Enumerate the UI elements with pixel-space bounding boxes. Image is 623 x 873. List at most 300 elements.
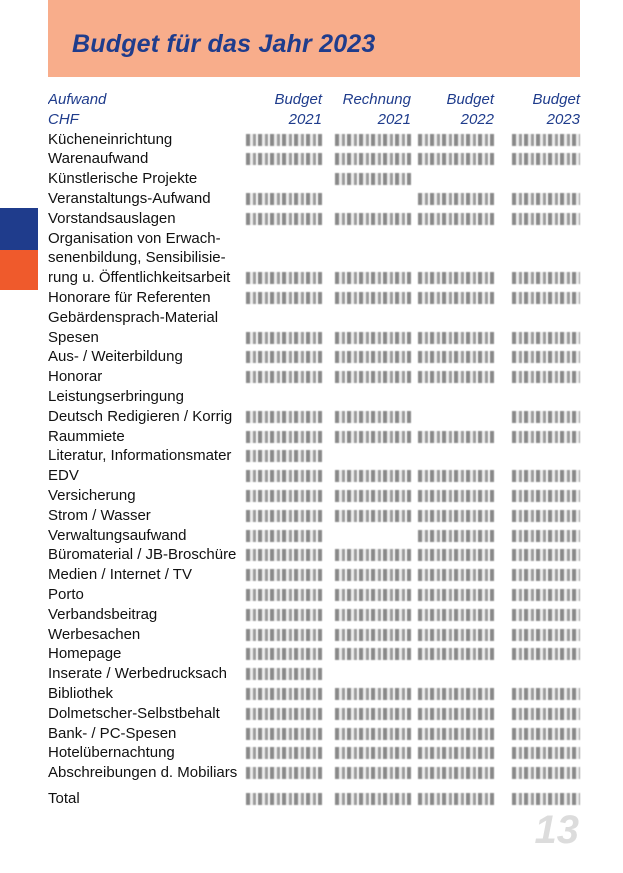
table-row xyxy=(48,149,580,169)
redacted-value xyxy=(418,371,494,383)
table-row xyxy=(48,466,580,486)
row-label: Verwaltungsaufwand xyxy=(48,526,187,544)
redacted-value xyxy=(335,292,411,304)
row-label: Künstlerische Projekte xyxy=(48,170,198,188)
table-row xyxy=(48,486,580,506)
pixelation-block xyxy=(512,431,580,443)
redacted-value xyxy=(335,688,411,700)
pixelation-block xyxy=(246,668,322,680)
table-row xyxy=(48,743,580,763)
pixelation-block xyxy=(418,708,494,720)
redacted-value xyxy=(418,629,494,641)
table-row xyxy=(48,625,580,645)
table-row xyxy=(48,427,580,447)
pixelation-block xyxy=(335,134,411,146)
pixelation-block xyxy=(335,351,411,363)
pixelation-block xyxy=(335,371,411,383)
pixelation-block xyxy=(335,609,411,621)
row-label: Porto xyxy=(48,585,84,603)
pixelation-block xyxy=(335,728,411,740)
table-row xyxy=(48,446,580,466)
pixelation-block xyxy=(512,549,580,561)
table-row xyxy=(48,189,580,209)
pixelation-block xyxy=(512,569,580,581)
redacted-value xyxy=(335,153,411,165)
pixelation-block xyxy=(418,332,494,344)
row-label: Hotelübernachtung xyxy=(48,744,175,762)
pixelation-block xyxy=(418,134,494,146)
table-row xyxy=(48,328,580,348)
pixelation-block xyxy=(246,589,322,601)
pixelation-block xyxy=(246,470,322,482)
pixelation-block xyxy=(335,213,411,225)
pixelation-block xyxy=(246,728,322,740)
redacted-value xyxy=(246,510,322,522)
redacted-value xyxy=(418,728,494,740)
pixelation-block xyxy=(335,490,411,502)
header-col1-bottom: 2021 xyxy=(288,110,322,128)
redacted-value xyxy=(335,351,411,363)
pixelation-block xyxy=(418,648,494,660)
table-row xyxy=(48,229,580,249)
table-row xyxy=(48,684,580,704)
pixelation-block xyxy=(246,153,322,165)
redacted-value xyxy=(418,134,494,146)
redacted-value xyxy=(246,292,322,304)
side-tab-orange xyxy=(0,250,38,290)
pixelation-block xyxy=(246,793,322,805)
pixelation-block xyxy=(335,708,411,720)
redacted-value xyxy=(246,728,322,740)
redacted-value xyxy=(246,153,322,165)
redacted-value xyxy=(512,272,580,284)
page-title: Budget für das Jahr 2023 xyxy=(72,30,376,58)
redacted-value xyxy=(246,530,322,542)
pixelation-block xyxy=(512,490,580,502)
table-row xyxy=(48,526,580,546)
redacted-value xyxy=(512,292,580,304)
redacted-value xyxy=(418,793,494,805)
pixelation-block xyxy=(512,793,580,805)
redacted-value xyxy=(418,747,494,759)
pixelation-block xyxy=(246,213,322,225)
redacted-value xyxy=(246,332,322,344)
header-aufwand: Aufwand xyxy=(48,91,107,108)
pixelation-block xyxy=(246,193,322,205)
row-label: Vorstandsauslagen xyxy=(48,209,176,227)
table-row xyxy=(48,605,580,625)
header-col4-top: Budget xyxy=(532,91,580,108)
pixelation-block xyxy=(418,767,494,779)
pixelation-block xyxy=(512,153,580,165)
table-row xyxy=(48,585,580,605)
pixelation-block xyxy=(512,411,580,423)
row-label: Kücheneinrichtung xyxy=(48,130,173,148)
redacted-value xyxy=(246,193,322,205)
pixelation-block xyxy=(335,629,411,641)
pixelation-block xyxy=(512,589,580,601)
pixelation-block xyxy=(335,431,411,443)
redacted-value xyxy=(512,470,580,482)
row-label: Deutsch Redigieren / Korrig xyxy=(48,407,233,425)
row-label: Bibliothek xyxy=(48,684,114,702)
redacted-value xyxy=(512,569,580,581)
table-row xyxy=(48,506,580,526)
pixelation-block xyxy=(246,351,322,363)
redacted-value xyxy=(335,589,411,601)
pixelation-block xyxy=(246,134,322,146)
redacted-value xyxy=(335,272,411,284)
pixelation-block xyxy=(418,153,494,165)
redacted-value xyxy=(418,510,494,522)
row-label: Werbesachen xyxy=(48,625,141,643)
pixelation-block xyxy=(512,470,580,482)
redacted-value xyxy=(418,213,494,225)
table-row xyxy=(48,724,580,744)
pixelation-block xyxy=(512,629,580,641)
row-label: Büromaterial / JB-Broschüre xyxy=(48,546,237,564)
redacted-value xyxy=(335,793,411,805)
pixelation-block xyxy=(246,490,322,502)
redacted-value xyxy=(335,569,411,581)
row-label: Inserate / Werbedrucksach xyxy=(48,665,227,683)
redacted-value xyxy=(512,747,580,759)
pixelation-block xyxy=(335,747,411,759)
row-label: Warenaufwand xyxy=(48,150,149,168)
redacted-value xyxy=(418,193,494,205)
redacted-value xyxy=(418,549,494,561)
pixelation-block xyxy=(335,272,411,284)
pixelation-block xyxy=(418,351,494,363)
redacted-value xyxy=(512,371,580,383)
table-row xyxy=(48,308,580,328)
redacted-value xyxy=(246,589,322,601)
redacted-value xyxy=(512,134,580,146)
row-label: Versicherung xyxy=(48,486,136,504)
row-label: Homepage xyxy=(48,645,122,663)
row-label: Raummiete xyxy=(48,427,125,445)
row-label: EDV xyxy=(48,467,79,485)
table-row xyxy=(48,664,580,684)
pixelation-block xyxy=(418,549,494,561)
header-row-2 xyxy=(48,110,580,130)
table-row xyxy=(48,248,580,268)
table-row xyxy=(48,763,580,783)
pixelation-block xyxy=(512,767,580,779)
redacted-value xyxy=(246,431,322,443)
pixelation-block xyxy=(418,510,494,522)
side-tab-blue xyxy=(0,208,38,250)
pixelation-block xyxy=(512,708,580,720)
pixelation-block xyxy=(512,688,580,700)
redacted-value xyxy=(418,767,494,779)
redacted-value xyxy=(418,470,494,482)
redacted-value xyxy=(512,530,580,542)
row-label: Aus- / Weiterbildung xyxy=(48,348,183,366)
redacted-value xyxy=(335,549,411,561)
pixelation-block xyxy=(418,793,494,805)
table-row xyxy=(48,169,580,189)
pixelation-block xyxy=(246,708,322,720)
pixelation-block xyxy=(335,332,411,344)
redacted-value xyxy=(335,648,411,660)
redacted-value xyxy=(512,411,580,423)
row-label: Dolmetscher-Selbstbehalt xyxy=(48,704,220,722)
table-row xyxy=(48,407,580,427)
redacted-value xyxy=(335,609,411,621)
pixelation-block xyxy=(512,332,580,344)
redacted-value xyxy=(246,213,322,225)
budget-table xyxy=(48,90,580,809)
redacted-value xyxy=(418,589,494,601)
pixelation-block xyxy=(246,648,322,660)
redacted-value xyxy=(512,767,580,779)
redacted-value xyxy=(335,213,411,225)
redacted-value xyxy=(335,371,411,383)
redacted-value xyxy=(418,351,494,363)
redacted-value xyxy=(512,688,580,700)
pixelation-block xyxy=(512,609,580,621)
pixelation-block xyxy=(246,332,322,344)
header-col3-bottom: 2022 xyxy=(460,110,494,128)
pixelation-block xyxy=(418,728,494,740)
redacted-value xyxy=(246,648,322,660)
redacted-value xyxy=(246,351,322,363)
redacted-value xyxy=(335,747,411,759)
pixelation-block xyxy=(246,688,322,700)
redacted-value xyxy=(418,688,494,700)
redacted-value xyxy=(418,272,494,284)
redacted-value xyxy=(246,609,322,621)
redacted-value xyxy=(418,490,494,502)
redacted-value xyxy=(335,332,411,344)
row-label: Gebärdensprach-Material xyxy=(48,308,219,326)
redacted-value xyxy=(512,609,580,621)
row-label: Spesen xyxy=(48,328,99,346)
pixelation-block xyxy=(418,272,494,284)
pixelation-block xyxy=(418,589,494,601)
header-col2-top: Rechnung xyxy=(342,91,411,108)
pixelation-block xyxy=(512,272,580,284)
redacted-value xyxy=(335,510,411,522)
table-row xyxy=(48,565,580,585)
redacted-value xyxy=(512,332,580,344)
pixelation-block xyxy=(418,530,494,542)
redacted-value xyxy=(246,549,322,561)
row-label: Literatur, Informationsmater xyxy=(48,447,232,465)
pixelation-block xyxy=(246,747,322,759)
row-label: Verbandsbeitrag xyxy=(48,605,158,623)
pixelation-block xyxy=(418,431,494,443)
redacted-value xyxy=(512,490,580,502)
redacted-value xyxy=(418,648,494,660)
redacted-value xyxy=(418,708,494,720)
table-row xyxy=(48,130,580,150)
row-label: rung u. Öffentlichkeitsarbeit xyxy=(48,269,231,287)
total-label: Total xyxy=(48,789,80,807)
pixelation-block xyxy=(335,470,411,482)
pixelation-block xyxy=(246,510,322,522)
pixelation-block xyxy=(512,530,580,542)
pixelation-block xyxy=(246,431,322,443)
redacted-value xyxy=(512,708,580,720)
pixelation-block xyxy=(246,530,322,542)
pixelation-block xyxy=(418,213,494,225)
row-label: Leistungserbringung xyxy=(48,387,184,405)
pixelation-block xyxy=(246,569,322,581)
pixelation-block xyxy=(512,193,580,205)
pixelation-block xyxy=(418,747,494,759)
redacted-value xyxy=(418,431,494,443)
row-label: Strom / Wasser xyxy=(48,506,151,524)
redacted-value xyxy=(246,747,322,759)
pixelation-block xyxy=(335,589,411,601)
total-row xyxy=(48,789,580,809)
redacted-value xyxy=(512,213,580,225)
redacted-value xyxy=(246,767,322,779)
pixelation-block xyxy=(418,371,494,383)
redacted-value xyxy=(246,668,322,680)
pixelation-block xyxy=(246,411,322,423)
redacted-value xyxy=(246,134,322,146)
header-col4-bottom: 2023 xyxy=(546,110,580,128)
redacted-value xyxy=(335,470,411,482)
pixelation-block xyxy=(418,688,494,700)
redacted-value xyxy=(335,629,411,641)
row-label: senenbildung, Sensibilisie- xyxy=(48,249,226,267)
title-banner xyxy=(48,0,580,77)
table-row xyxy=(48,644,580,664)
redacted-value xyxy=(512,510,580,522)
pixelation-block xyxy=(335,510,411,522)
row-label: Organisation von Erwach- xyxy=(48,229,221,247)
redacted-value xyxy=(512,431,580,443)
redacted-value xyxy=(335,767,411,779)
pixelation-block xyxy=(335,292,411,304)
pixelation-block xyxy=(512,510,580,522)
pixelation-block xyxy=(418,609,494,621)
redacted-value xyxy=(246,450,322,462)
redacted-value xyxy=(246,490,322,502)
row-label: Honorare für Referenten xyxy=(48,288,211,306)
pixelation-block xyxy=(246,767,322,779)
redacted-value xyxy=(335,411,411,423)
redacted-value xyxy=(418,292,494,304)
header-col3-top: Budget xyxy=(446,91,494,108)
pixelation-block xyxy=(335,569,411,581)
table-row xyxy=(48,209,580,229)
redacted-value xyxy=(246,470,322,482)
row-label: Veranstaltungs-Aufwand xyxy=(48,189,211,207)
redacted-value xyxy=(246,629,322,641)
table-row xyxy=(48,704,580,724)
pixelation-block xyxy=(246,450,322,462)
pixelation-block xyxy=(418,569,494,581)
redacted-value xyxy=(512,629,580,641)
redacted-value xyxy=(246,688,322,700)
redacted-value xyxy=(512,549,580,561)
pixelation-block xyxy=(512,134,580,146)
pixelation-block xyxy=(418,292,494,304)
redacted-value xyxy=(335,728,411,740)
table-row xyxy=(48,367,580,387)
table-row xyxy=(48,288,580,308)
redacted-value xyxy=(335,134,411,146)
redacted-value xyxy=(418,609,494,621)
pixelation-block xyxy=(512,292,580,304)
row-label: Medien / Internet / TV xyxy=(48,566,192,584)
redacted-value xyxy=(512,193,580,205)
pixelation-block xyxy=(418,490,494,502)
redacted-value xyxy=(418,153,494,165)
pixelation-block xyxy=(512,747,580,759)
pixelation-block xyxy=(246,272,322,284)
header-row-1 xyxy=(48,90,580,110)
redacted-value xyxy=(246,793,322,805)
redacted-value xyxy=(512,793,580,805)
pixelation-block xyxy=(512,371,580,383)
header-col2-bottom: 2021 xyxy=(377,110,411,128)
redacted-value xyxy=(335,173,411,185)
redacted-value xyxy=(512,648,580,660)
redacted-value xyxy=(512,351,580,363)
redacted-value xyxy=(512,153,580,165)
redacted-value xyxy=(512,728,580,740)
redacted-value xyxy=(512,589,580,601)
redacted-value xyxy=(246,371,322,383)
redacted-value xyxy=(246,569,322,581)
pixelation-block xyxy=(418,629,494,641)
table-row xyxy=(48,268,580,288)
header-chf: CHF xyxy=(48,110,79,128)
row-label: Abschreibungen d. Mobiliars xyxy=(48,764,238,782)
redacted-value xyxy=(418,569,494,581)
pixelation-block xyxy=(512,351,580,363)
redacted-value xyxy=(335,431,411,443)
pixelation-block xyxy=(335,153,411,165)
pixelation-block xyxy=(246,629,322,641)
redacted-value xyxy=(246,411,322,423)
pixelation-block xyxy=(335,793,411,805)
pixelation-block xyxy=(246,371,322,383)
pixelation-block xyxy=(246,549,322,561)
page-number: 13 xyxy=(534,808,579,852)
table-row xyxy=(48,347,580,367)
table-row xyxy=(48,387,580,407)
redacted-value xyxy=(335,490,411,502)
pixelation-block xyxy=(335,549,411,561)
pixelation-block xyxy=(418,470,494,482)
row-label: Honorar xyxy=(48,368,103,386)
pixelation-block xyxy=(335,411,411,423)
pixelation-block xyxy=(418,193,494,205)
pixelation-block xyxy=(335,688,411,700)
redacted-value xyxy=(335,708,411,720)
pixelation-block xyxy=(335,767,411,779)
row-label: Bank- / PC-Spesen xyxy=(48,724,177,742)
header-col1-top: Budget xyxy=(274,91,322,108)
pixelation-block xyxy=(512,728,580,740)
redacted-value xyxy=(246,708,322,720)
pixelation-block xyxy=(512,213,580,225)
pixelation-block xyxy=(335,648,411,660)
redacted-value xyxy=(418,530,494,542)
pixelation-block xyxy=(246,609,322,621)
redacted-value xyxy=(246,272,322,284)
pixelation-block xyxy=(335,173,411,185)
table-row xyxy=(48,545,580,565)
pixelation-block xyxy=(512,648,580,660)
